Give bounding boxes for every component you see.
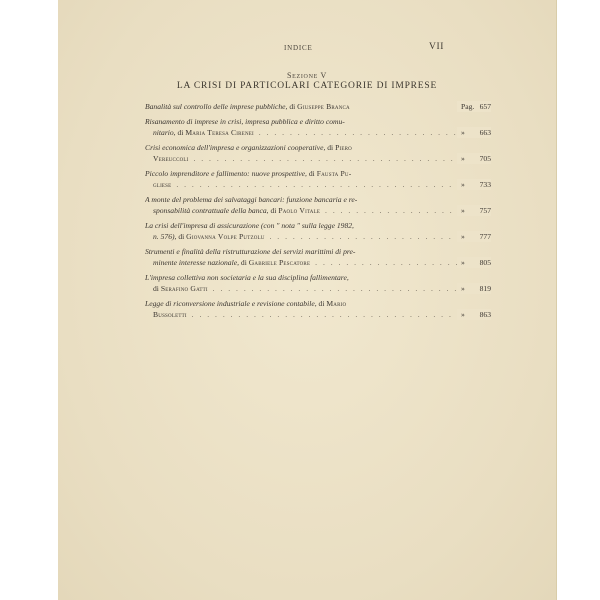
entry-preposition: di (327, 143, 334, 152)
toc-entry-line (145, 116, 491, 127)
entry-page-ref (457, 153, 491, 164)
entry-marker: » (461, 232, 465, 241)
table-of-contents (145, 101, 491, 324)
toc-entry (145, 220, 491, 242)
running-title: INDICE (284, 44, 313, 52)
entry-title: Strumenti e finalità della ristrutturazione dei servizi marittimi di pre- (145, 247, 356, 256)
entry-author: Giuseppe Branca (297, 102, 350, 111)
entry-title: Legge di riconversione industriale e revisione contabile, (145, 299, 317, 308)
entry-page: 805 (479, 258, 491, 267)
entry-preposition: di (289, 102, 296, 111)
entry-page: 863 (479, 310, 491, 319)
entry-page-ref (457, 257, 491, 268)
toc-entry-line (145, 257, 491, 268)
entry-marker: » (461, 284, 465, 293)
page-number: VII (429, 42, 444, 52)
entry-author: Serafino Gatti (160, 284, 208, 293)
entry-author: gliese (153, 180, 172, 189)
entry-author-part: Piero (335, 143, 352, 152)
entry-preposition: di (318, 299, 325, 308)
entry-page: 819 (479, 284, 491, 293)
entry-author: Giovanna Volpe Putzolu (186, 232, 265, 241)
toc-entry-line (145, 168, 491, 179)
entry-title-continued: minente interesse nazionale, (153, 258, 239, 267)
entry-title-continued: nitario, (153, 128, 176, 137)
toc-entry-line (145, 142, 491, 153)
entry-page-ref (457, 283, 491, 294)
entry-title-continued: sponsabilità contrattuale della banca, (153, 206, 269, 215)
entry-page: 777 (479, 232, 491, 241)
entry-marker: » (461, 154, 465, 163)
book-page (58, 0, 557, 600)
entry-preposition: di (178, 232, 185, 241)
entry-marker: » (461, 180, 465, 189)
toc-entry (145, 246, 491, 268)
toc-entry-line (145, 246, 491, 257)
entry-title-continued: n. 576), (153, 232, 177, 241)
toc-entry-line (145, 272, 491, 283)
toc-entry (145, 142, 491, 164)
toc-entry-line (145, 298, 491, 309)
entry-title: Risanamento di imprese in crisi, impresa pubblica e diritto comu- (145, 117, 345, 126)
section-label: Sezione V (286, 71, 328, 80)
entry-marker: » (461, 206, 465, 215)
entry-title: Crisi economica dell'impresa e organizzazioni cooperative, (145, 143, 326, 152)
entry-preposition: di (153, 284, 159, 293)
entry-preposition: di (270, 206, 277, 215)
toc-entry (145, 298, 491, 320)
entry-author: Maria Teresa Cirenei (185, 128, 254, 137)
toc-entry-line (145, 127, 491, 138)
entry-page: 705 (479, 154, 491, 163)
toc-entry (145, 272, 491, 294)
entry-title: La crisi dell'impresa di assicurazione (con " nota " sulla legge 1982, (145, 221, 354, 230)
entry-marker: » (461, 310, 465, 319)
toc-entry (145, 116, 491, 138)
entry-author-part: Fausta Pu- (316, 169, 352, 178)
entry-page-ref (457, 127, 491, 138)
entry-page-ref (457, 231, 491, 242)
page-header (58, 42, 556, 56)
entry-preposition: di (240, 258, 247, 267)
entry-author: Vereuccoli (153, 154, 189, 163)
toc-entry-line (145, 101, 491, 112)
entry-page: 657 (479, 102, 491, 111)
entry-author-part: Mario (326, 299, 347, 308)
entry-title: L'impresa collettiva non societaria e la sua disciplina fallimentare, (145, 273, 349, 282)
entry-page-ref (457, 101, 491, 112)
entry-title: Banalità sul controllo delle imprese pubbliche, (145, 102, 288, 111)
toc-entry-line (145, 283, 491, 294)
entry-marker: » (461, 258, 465, 267)
entry-page: 733 (479, 180, 491, 189)
entry-author: Bussoletti (153, 310, 187, 319)
toc-entry-line (145, 179, 491, 190)
toc-entry-line (145, 309, 491, 320)
entry-preposition: di (177, 128, 184, 137)
entry-author: Gabriele Pescatore (248, 258, 311, 267)
toc-entry (145, 194, 491, 216)
entry-preposition: di (308, 169, 315, 178)
toc-entry (145, 101, 491, 112)
toc-entry-line (145, 153, 491, 164)
toc-entry-line (145, 231, 491, 242)
toc-entry-line (145, 220, 491, 231)
toc-entry-line (145, 194, 491, 205)
entry-page-ref (457, 205, 491, 216)
entry-page: 757 (479, 206, 491, 215)
toc-entry-line (145, 205, 491, 216)
entry-page-ref (457, 309, 491, 320)
entry-page: 663 (479, 128, 491, 137)
entry-page-ref (457, 179, 491, 190)
toc-entry (145, 168, 491, 190)
entry-title: Piccolo imprenditore e fallimento: nuove prospettive, (145, 169, 307, 178)
entry-title: A monte del problema dei salvataggi bancari: funzione bancaria e re- (145, 195, 358, 204)
section-title: LA CRISI DI PARTICOLARI CATEGORIE DI IMPRESE (176, 81, 438, 91)
entry-marker: » (461, 128, 465, 137)
entry-author: Paolo Vitale (278, 206, 321, 215)
entry-marker: Pag. (461, 102, 475, 111)
